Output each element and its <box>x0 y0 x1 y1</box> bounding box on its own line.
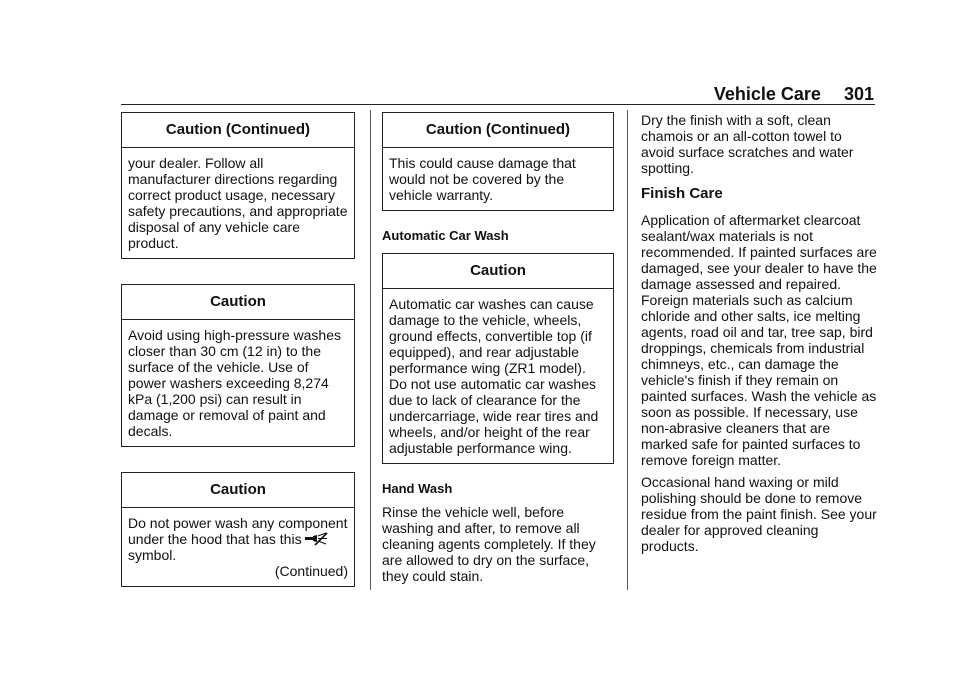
column-1 <box>121 112 355 587</box>
column-3 <box>641 112 879 554</box>
column-divider-2 <box>627 110 628 590</box>
page-number: 301 <box>843 84 874 104</box>
caution-title: Caution (Continued) <box>383 113 613 148</box>
caution-text <box>128 515 348 563</box>
dry-finish-text: Dry the finish with a soft, clean chamois or an all-cotton towel to avoid surface scratches and water spotting. <box>641 112 854 176</box>
caution-body <box>122 320 354 446</box>
caution-text: Automatic car washes can cause damage to the vehicle, wheels, ground effects, convertible top (if equipped), and rear adjustable performance wing (ZR1 model). Do not use automatic car washes due to lack of clearance for the undercarriage, wide rear tires and wheels, and/or height of the rear adjustable performance wing. <box>389 296 599 456</box>
caution-title: Caution <box>122 473 354 508</box>
caution-body <box>383 289 613 463</box>
finish-care-text-2: Occasional hand waxing or mild polishing should be done to remove residue from the paint finish. See your dealer for approved cleaning products. <box>641 474 877 554</box>
caution-title: Caution <box>383 254 613 289</box>
column-2 <box>382 112 614 584</box>
section-title: Vehicle Care <box>713 84 821 104</box>
finish-care-heading: Finish Care <box>641 185 723 202</box>
caution-text: your dealer. Follow all manufacturer directions regarding correct product usage, necessary safety precautions, and appropriate disposal of any vehicle care product. <box>128 155 348 251</box>
caution-text: Avoid using high-pressure washes closer than 30 cm (12 in) to the surface of the vehicle. Use of power washers exceeding 8,274 kPa (1,200 psi) can result in damage or removal of paint and decals. <box>128 327 341 439</box>
caution-body <box>383 148 613 210</box>
caution-box-warranty <box>382 112 614 211</box>
caution-box-continued <box>121 112 355 259</box>
caution-box-automatic-wash <box>382 253 614 464</box>
caution-text-before: Do not power wash any component under the hood that has this <box>128 515 348 547</box>
caution-box-power-wash-hood <box>121 472 355 587</box>
page-header <box>0 84 874 104</box>
finish-care-text-1: Application of aftermarket clearcoat sealant/wax materials is not recommended. If painted surfaces are damaged, see your dealer to have the damage assessed and repaired. Foreign materials such as calcium chloride and other salts, ice melting agents, road oil and tar, tree sap, bird droppings, chemicals from industrial chimneys, etc., can damage the vehicle's finish if they remain on painted surfaces. Wash the vehicle as soon as possible. If necessary, use non-abrasive cleaners that are marked safe for painted surfaces to remove foreign matter. <box>641 212 877 468</box>
caution-title: Caution <box>122 285 354 320</box>
hand-wash-heading: Hand Wash <box>382 481 453 496</box>
continued-label: (Continued) <box>274 563 348 579</box>
caution-box-pressure-washer <box>121 284 355 447</box>
caution-title: Caution (Continued) <box>122 113 354 148</box>
caution-text: This could cause damage that would not be covered by the vehicle warranty. <box>389 155 576 203</box>
column-divider-1 <box>370 110 371 590</box>
caution-body <box>122 148 354 258</box>
power-wash-prohibited-icon <box>305 532 329 546</box>
automatic-car-wash-heading: Automatic Car Wash <box>382 228 509 243</box>
caution-body <box>122 508 354 586</box>
caution-text-after: symbol. <box>128 547 177 563</box>
header-rule <box>121 104 875 105</box>
hand-wash-text: Rinse the vehicle well, before washing and after, to remove all cleaning agents completely. If they are allowed to dry on the surface, they could stain. <box>382 504 596 584</box>
